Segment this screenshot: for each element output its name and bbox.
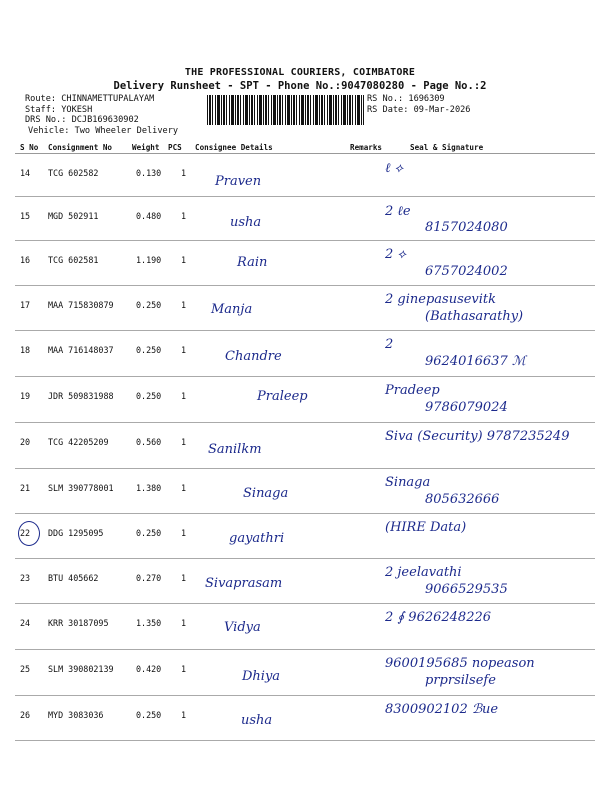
weight: 0.560 [136,437,162,447]
consignment-number: SLM 390778001 [48,483,114,493]
consignment-table [15,142,595,741]
runsheet-title: Delivery Runsheet - SPT - Phone No.:9047080280 - Page No.:2 [113,80,487,92]
table-header [15,142,595,154]
weight: 1.190 [136,255,162,265]
table-row [15,559,595,604]
col-remarks: Remarks [350,143,383,152]
weight: 0.250 [136,391,162,401]
serial-number: 14 [20,168,31,178]
consignment-number: SLM 390802139 [48,664,114,674]
serial-number: 15 [20,211,31,221]
pieces: 1 [181,391,187,401]
signature-area [385,475,595,511]
serial-number: 19 [20,391,31,401]
table-row [15,469,595,514]
table-row [15,650,595,696]
table-row [15,514,595,559]
handwritten-consignee-name: Vidya [224,620,261,635]
col-sno: S No [20,143,39,152]
handwritten-phone: prprsilsefe [425,673,496,688]
serial-number: 17 [20,300,31,310]
signature-area [385,292,595,328]
handwritten-consignee-name: Praven [215,174,262,189]
rs-number: RS No.: 1696309 [367,94,445,104]
signature-area [385,610,595,646]
pieces: 1 [181,483,187,493]
consignment-number: MGD 502911 [48,211,99,221]
handwritten-signature: 2 ∮ 9626248226 [385,610,492,625]
handwritten-consignee-name: Sivaprasam [205,576,283,591]
handwritten-signature: 2 [385,337,394,352]
consignment-number: TCG 42205209 [48,437,109,447]
handwritten-consignee-name: Sinaga [243,486,289,501]
serial-number: 18 [20,345,31,355]
consignment-number: MAA 715830879 [48,300,114,310]
weight: 0.420 [136,664,162,674]
consignment-number: TCG 602582 [48,168,99,178]
handwritten-phone: 8157024080 [425,220,508,235]
consignment-number: MAA 716148037 [48,345,114,355]
handwritten-signature: ℓ ⟡ [385,161,404,176]
table-row [15,604,595,650]
rs-date: RS Date: 09-Mar-2026 [367,104,471,115]
serial-number: 20 [20,437,31,447]
signature-area [385,337,595,373]
table-row [15,377,595,423]
weight: 1.380 [136,483,162,493]
serial-number: 21 [20,483,31,493]
handwritten-signature: (HIRE Data) [385,520,467,535]
signature-area [385,520,595,556]
consignment-number: TCG 602581 [48,255,99,265]
company-name: THE PROFESSIONAL COURIERS, COIMBATORE [184,67,416,78]
table-row [15,197,595,241]
serial-number: 26 [20,710,31,720]
rs-info [367,94,470,115]
table-row [15,423,595,469]
drs-number: DRS No.: DCJB169630902 [25,115,139,125]
signature-area [385,565,595,601]
weight: 0.250 [136,528,162,538]
table-row [15,331,595,377]
handwritten-signature: 8300902102 ℬue [385,702,499,717]
weight: 0.250 [136,300,162,310]
pieces: 1 [181,710,187,720]
handwritten-signature: 2 ⟡ [385,247,406,262]
weight: 1.350 [136,618,162,628]
handwritten-consignee-name: Praleep [257,389,308,404]
handwritten-signature: Siva (Security) 9787235249 [385,429,570,444]
weight: 0.250 [136,345,162,355]
consignment-number: DDG 1295095 [48,528,104,538]
col-consignee: Consignee Details [195,143,273,152]
handwritten-phone: 805632666 [425,492,500,507]
col-pcs: PCS [168,143,182,152]
vehicle: Vehicle: Two Wheeler Delivery [28,125,179,136]
pieces: 1 [181,255,187,265]
signature-area [385,160,595,196]
route-info [25,94,178,136]
weight: 0.250 [136,710,162,720]
handwritten-phone: 6757024002 [425,264,508,279]
signature-area [385,383,595,419]
consignment-number: JDR 509831988 [48,391,114,401]
signature-area [385,429,595,465]
handwritten-signature: 2 ℓe [385,204,411,219]
weight: 0.130 [136,168,162,178]
signature-area [385,702,595,738]
handwritten-consignee-name: Sanilkm [208,442,262,457]
pieces: 1 [181,300,187,310]
pieces: 1 [181,211,187,221]
serial-number: 16 [20,255,31,265]
pieces: 1 [181,528,187,538]
signature-area [385,656,595,692]
table-row [15,241,595,286]
pieces: 1 [181,345,187,355]
pieces: 1 [181,618,187,628]
table-row [15,286,595,331]
table-body [15,154,595,741]
handwritten-phone: 9624016637 ℳ [425,354,526,369]
handwritten-signature: 9600195685 nopeason [385,656,535,671]
pieces: 1 [181,168,187,178]
col-seal: Seal & Signature [410,143,484,152]
pieces: 1 [181,664,187,674]
handwritten-phone: 9066529535 [425,582,508,597]
handwritten-signature: 2 ginepasusevitk [385,292,497,307]
pieces: 1 [181,437,187,447]
consignment-number: BTU 405662 [48,573,99,583]
handwritten-phone: 9786079024 [425,400,508,415]
serial-number: 24 [20,618,31,628]
signature-area [385,247,595,283]
handwritten-signature: Pradeep [385,383,440,398]
handwritten-signature: Sinaga [385,475,431,490]
handwritten-consignee-name: gayathri [229,531,285,546]
handwritten-consignee-name: Rain [237,255,268,270]
handwritten-consignee-name: Chandre [225,349,282,364]
weight: 0.270 [136,573,162,583]
staff: Staff: YOKESH [25,104,93,115]
col-weight: Weight [132,143,160,152]
weight: 0.480 [136,211,162,221]
serial-number: 23 [20,573,31,583]
handwritten-circle-mark [18,521,40,546]
handwritten-consignee-name: usha [241,713,273,728]
barcode [207,95,364,125]
table-row [15,696,595,741]
handwritten-consignee-name: Manja [211,302,253,317]
handwritten-signature: 2 jeelavathi [385,565,462,580]
consignment-number: KRR 30187095 [48,618,109,628]
signature-area [385,203,595,239]
serial-number: 22 [20,528,31,538]
col-consignment: Consignment No [48,143,113,152]
handwritten-consignee-name: usha [230,215,262,230]
handwritten-phone: (Bathasarathy) [425,309,524,324]
pieces: 1 [181,573,187,583]
table-row [15,154,595,197]
route: Route: CHINNAMETTUPALAYAM [25,94,155,104]
serial-number: 25 [20,664,31,674]
consignment-number: MYD 3083036 [48,710,104,720]
handwritten-consignee-name: Dhiya [242,669,281,684]
